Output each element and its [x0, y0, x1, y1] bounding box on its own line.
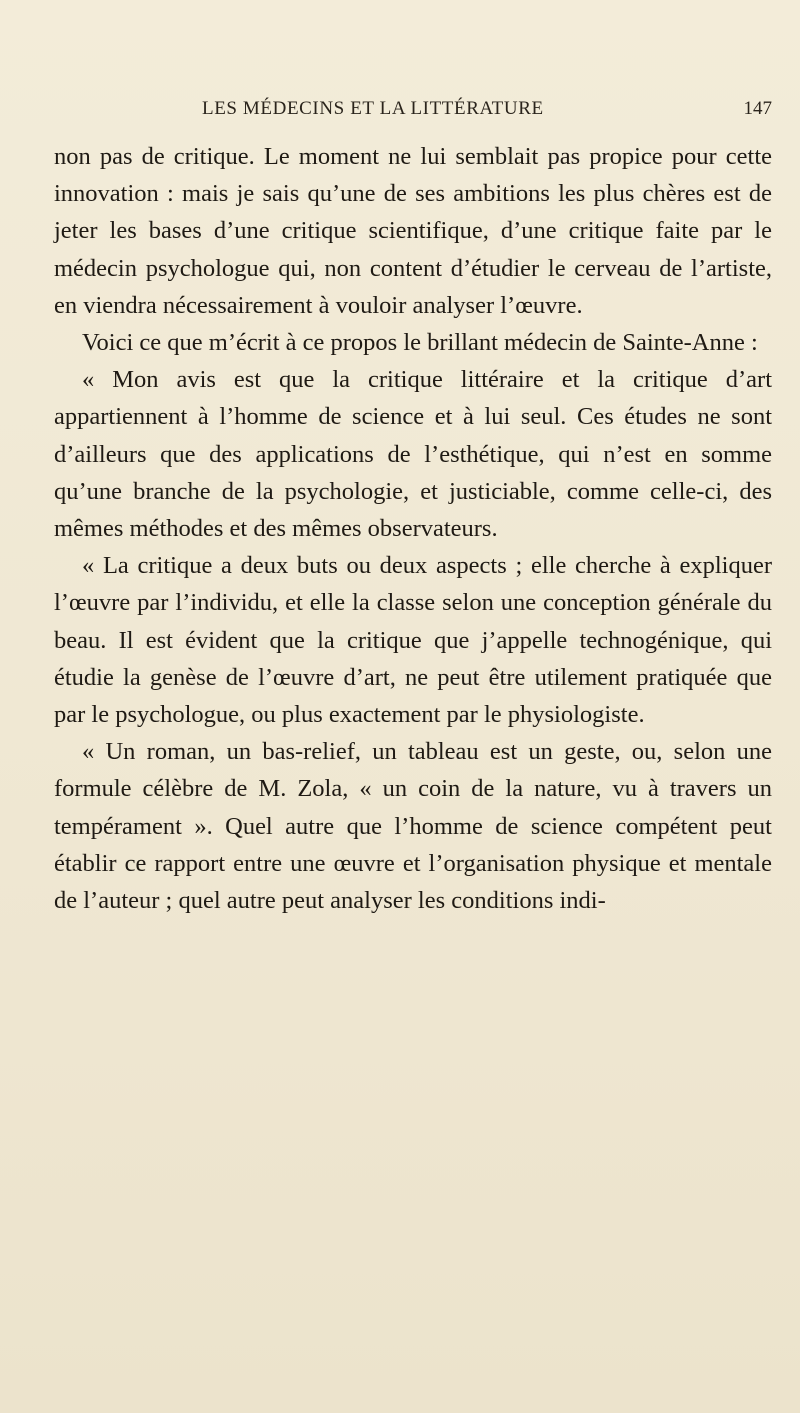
paragraph-1: non pas de critique. Le moment ne lui semblait pas propice pour cette innovation : mais je sais qu’une de ses ambitions les plus chères est de jeter les bases d’une critique scientifique, d’une critique faite par le médecin psychologue qui, non content d’étudier le cerveau de l’artiste, en viendra nécessairement à vouloir analyser l’œuvre. — [54, 143, 772, 319]
body-text — [54, 138, 772, 919]
page-header — [54, 98, 772, 126]
paragraph-2: Voici ce que m’écrit à ce propos le brillant médecin de Sainte-Anne : — [82, 329, 758, 357]
page-number: 147 — [743, 98, 772, 119]
paragraph-3: « Mon avis est que la critique littéraire et la critique d’art appartiennent à l’homme de science et à lui seul. Ces études ne sont d’ailleurs que des applications de l’esthétique, qui n’est en somme qu’une branche de la psychologie, et justiciable, comme celle-ci, des mêmes méthodes et des mêmes observateurs. — [54, 366, 772, 543]
paragraph-4: « La critique a deux buts ou deux aspects ; elle cherche à expliquer l’œuvre par l’individu, et elle la classe selon une conception générale du beau. Il est évident que la critique que j’appelle technogénique, qui étudie la genèse de l’œuvre d’art, ne peut être utilement pratiquée que par le psychologue, ou plus exactement par le physiologiste. — [54, 552, 772, 729]
running-head: LES MÉDECINS ET LA LITTÉRATURE — [202, 98, 544, 119]
paragraph-5: « Un roman, un bas-relief, un tableau est un geste, ou, selon une formule célèbre de M. Zola, « un coin de la nature, vu à travers un tempérament ». Quel autre que l’homme de science compétent peut établir ce rapport entre une œuvre et l’organisation physique et mentale de l’auteur ; quel autre peut analyser les conditions indi- — [54, 738, 772, 915]
